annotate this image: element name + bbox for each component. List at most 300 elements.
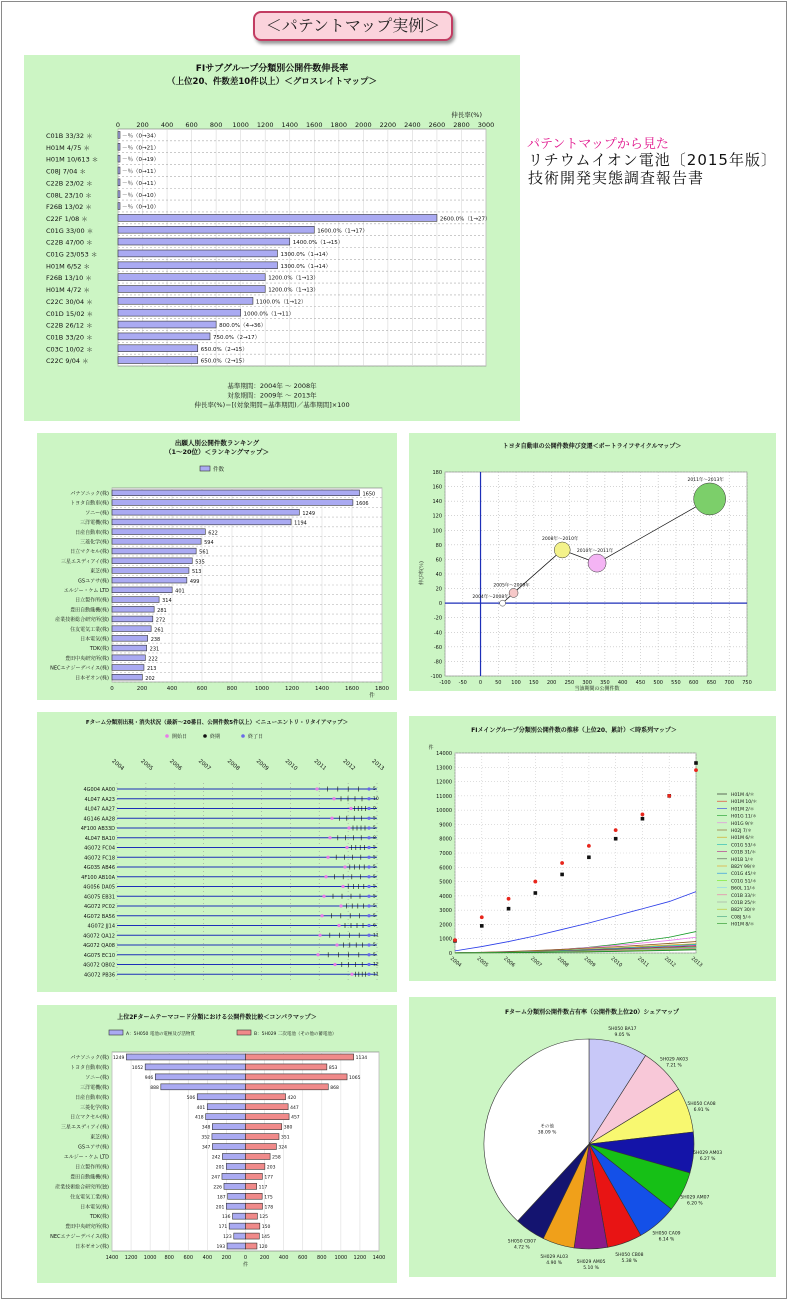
start-marker	[350, 973, 353, 976]
end-marker	[367, 787, 370, 790]
bubble	[500, 600, 506, 606]
category-label: GSユアサ(株)	[78, 1144, 109, 1151]
y-tick-label: 0	[448, 951, 452, 957]
x-axis-label: 当該期間の公開件数	[574, 686, 620, 691]
data-label: 272	[155, 617, 166, 624]
start-marker	[349, 807, 352, 810]
legend-label: H01M 6/＊	[731, 836, 755, 842]
category-label: C01G 23/053 ＊	[46, 250, 98, 259]
bar-b	[246, 1154, 271, 1160]
category-label: GSユアサ(株)	[78, 578, 109, 585]
x-tick-label: 450	[635, 680, 646, 686]
end-marker	[367, 895, 370, 898]
bar-a	[233, 1213, 246, 1219]
category-label: 日産自動車(株)	[75, 529, 109, 536]
legend-label: B60L 11/＊	[731, 886, 756, 892]
chart-title: 上位2Fタームテーマコード分類における公開件数比較＜コンパラマップ＞	[117, 1014, 317, 1021]
data-label: 261	[154, 627, 164, 634]
category-label: 4F100 AB33D	[80, 826, 115, 832]
data-label: －％（0→10）	[122, 192, 160, 199]
category-label: 日本電気(株)	[80, 636, 109, 643]
legend-label: B82Y 30/＊	[731, 908, 756, 914]
data-label: －％（0→10）	[122, 204, 160, 211]
x-tick-label: 2008	[555, 955, 570, 969]
start-marker	[320, 914, 323, 917]
data-label-a: 946	[144, 1075, 154, 1081]
x-tick-label: 1400	[281, 121, 299, 129]
legend-label: C08J 5/＊	[731, 915, 752, 921]
series-point	[587, 844, 591, 848]
x-tick-label: 200	[221, 1255, 232, 1261]
data-label: 499	[189, 578, 200, 585]
y-tick-label: 5000	[439, 879, 452, 886]
data-label-b: 175	[264, 1195, 273, 1201]
panel-growth-rate-map	[24, 55, 520, 421]
report-title-line2: 技術開発実態調査報告書	[528, 169, 705, 187]
legend-label: H01M 2/＊	[731, 807, 755, 813]
bar-b	[246, 1193, 263, 1199]
bar	[112, 519, 291, 525]
x-tick-label: -50	[458, 680, 467, 686]
data-label: 561	[199, 549, 209, 556]
data-label-a: 1052	[131, 1065, 144, 1071]
data-label-b: 178	[264, 1205, 274, 1211]
x-tick-label: 600	[183, 1255, 194, 1261]
category-label: C22C 30/04 ＊	[46, 297, 93, 306]
y-tick-label: 6000	[439, 865, 452, 872]
series-point	[453, 938, 457, 942]
end-marker	[367, 924, 370, 927]
share-chart	[409, 997, 776, 1277]
x-tick-label: 500	[653, 680, 663, 686]
x-tick-label: 2010	[283, 758, 299, 773]
bar-a	[161, 1084, 246, 1090]
x-tick-label: 2007	[197, 758, 212, 773]
bar	[112, 558, 192, 564]
series-point	[694, 768, 698, 772]
bubble-label: 2005年～2009年	[493, 583, 530, 589]
data-label-a: 201	[215, 1165, 225, 1171]
category-label: 4L047 BA10	[84, 835, 115, 842]
category-label: 4G075 EB31	[83, 894, 115, 901]
data-label: 1200.0%（1→13）	[268, 275, 319, 282]
category-label: 住友電気工業(株)	[70, 626, 109, 633]
y-tick-label: 8000	[439, 836, 452, 843]
data-label-b: 117	[258, 1185, 268, 1191]
data-label-b: 203	[266, 1165, 276, 1171]
chart-note: 基準期間：2004年 ～ 2008年	[227, 382, 317, 390]
category-label: 住友電気工業(株)	[70, 1194, 109, 1201]
start-marker	[315, 787, 318, 790]
x-tick-label: 2008	[225, 758, 241, 773]
x-tick-label: 2013	[689, 955, 704, 969]
x-tick-label: 400	[166, 686, 178, 692]
slice-value: 4.90 %	[546, 1260, 563, 1266]
end-marker	[367, 865, 370, 868]
legend-marker	[165, 734, 169, 738]
data-label: 1650	[362, 491, 376, 498]
data-label: 238	[150, 637, 161, 643]
category-label: 4G004 AA00	[83, 787, 115, 793]
y-tick-label: 20	[435, 586, 442, 593]
legend-label: H01G 9/＊	[731, 821, 754, 827]
category-label: H01M 4/75 ＊	[46, 143, 90, 152]
report-title	[528, 151, 777, 187]
start-marker	[328, 836, 331, 839]
bar	[118, 345, 198, 352]
data-label: 750.0%（2→17）	[213, 334, 261, 341]
bar	[118, 155, 120, 162]
bar-a	[197, 1094, 245, 1100]
x-tick-label: 650	[706, 680, 717, 686]
category-label: H01M 6/52 ＊	[46, 262, 90, 271]
x-tick-label: 400	[278, 1255, 289, 1261]
data-label-b: 351	[280, 1135, 290, 1141]
count-label: 5	[373, 816, 376, 822]
y-tick-label: 0	[438, 601, 442, 608]
series-point	[667, 794, 671, 798]
category-label: 三星エスディアイ(株)	[61, 558, 109, 565]
category-label: C22B 26/12 ＊	[46, 321, 93, 330]
data-label: 622	[208, 530, 218, 537]
count-label: 6	[373, 923, 376, 929]
bar	[118, 309, 241, 316]
bar-a	[227, 1243, 245, 1249]
x-tick-label: 2004	[448, 955, 463, 969]
portfolio-chart	[409, 433, 776, 691]
end-marker	[367, 904, 370, 907]
y-axis-label: 件	[428, 745, 434, 751]
legend-marker	[203, 734, 207, 738]
category-label: 三洋電機(株)	[80, 520, 109, 527]
series-point	[614, 828, 618, 832]
bar	[118, 321, 216, 328]
series-point	[587, 855, 591, 859]
data-label: 1600.0%（1→17）	[317, 228, 368, 235]
category-label: 日立マクセル(株)	[70, 1114, 109, 1121]
slice-value: 38.09 %	[537, 1130, 557, 1136]
y-tick-label: 10000	[436, 808, 452, 815]
slice-label: 5H029 AM03	[693, 1150, 723, 1156]
chart-title: Fターム分類別公開件数占有率（公開件数上位20）シェアマップ	[504, 1009, 680, 1016]
slice-value: 5.10 %	[583, 1265, 599, 1271]
end-marker	[367, 943, 370, 946]
start-marker	[347, 826, 350, 829]
x-tick-label: 2600	[428, 121, 446, 129]
x-tick-label: 2011	[636, 955, 650, 969]
bar-a	[222, 1154, 245, 1160]
count-label: 11	[373, 933, 379, 939]
x-tick-label: 350	[600, 680, 610, 686]
series-point	[641, 813, 645, 817]
bar	[118, 333, 210, 340]
bar	[118, 274, 265, 281]
x-tick-label: 750	[742, 680, 752, 686]
count-label: 8	[373, 835, 376, 841]
category-label: C01B 33/20 ＊	[46, 333, 93, 342]
data-label: 222	[148, 656, 158, 663]
category-label: TDK(株)	[89, 646, 109, 653]
category-label: パナソニック(株)	[70, 1055, 109, 1061]
bar-a	[207, 1104, 245, 1110]
bar-a	[212, 1144, 245, 1150]
bar-a	[212, 1134, 246, 1140]
data-label: 1000.0%（1→11）	[243, 311, 295, 318]
category-label: 4G146 AA28	[83, 816, 115, 823]
category-label: NECエナジーデバイス(株)	[50, 665, 109, 672]
count-label: 5	[373, 845, 376, 851]
bar	[118, 297, 253, 304]
timeseries-chart	[409, 716, 776, 981]
start-marker	[341, 885, 344, 888]
series-point	[560, 861, 564, 865]
end-marker	[367, 846, 370, 849]
x-tick-label: 600	[297, 1255, 308, 1261]
category-label: 4F100 AB10A	[81, 874, 115, 881]
bar	[112, 645, 147, 651]
x-tick-label: 2012	[663, 955, 677, 969]
slice-label: 5H050 CB08	[615, 1252, 644, 1258]
y-tick-label: -60	[433, 644, 442, 651]
category-label: 豊田中央研究所(株)	[65, 655, 109, 662]
x-tick-label: 200	[136, 686, 148, 692]
report-tagline: パテントマップから見た	[527, 137, 669, 152]
bar-b	[246, 1144, 277, 1150]
x-tick-label: 2013	[370, 758, 385, 773]
legend-label: H01B 1/＊	[731, 857, 754, 863]
x-tick-label: 2004	[110, 758, 125, 773]
bar	[112, 674, 142, 680]
x-tick-label: 800	[209, 121, 223, 129]
bar	[112, 509, 299, 515]
x-axis-label: 件	[369, 693, 375, 699]
end-marker	[367, 807, 370, 810]
chart-title: トヨタ自動車の公開件数伸び変遷＜ポートライフサイクルマップ＞	[502, 443, 682, 450]
end-marker	[367, 973, 370, 976]
bar-a	[229, 1223, 245, 1229]
comparison-chart	[37, 1005, 397, 1283]
y-tick-label: 100	[432, 528, 442, 535]
data-label: 1249	[302, 510, 316, 517]
bar-b	[246, 1134, 279, 1140]
bar	[112, 616, 153, 622]
slice-label: 5H029 AM07	[680, 1195, 710, 1201]
y-tick-label: 4000	[439, 893, 452, 900]
end-marker	[367, 836, 370, 839]
x-tick-label: 800	[164, 1255, 174, 1261]
count-label: 5	[373, 787, 376, 792]
chart-title: FIサブグループ分類別公開件数伸長率	[195, 64, 349, 74]
x-tick-label: 400	[202, 1255, 213, 1261]
bar-b	[246, 1064, 327, 1070]
count-label: 10	[373, 796, 379, 802]
x-tick-label: 1200	[256, 121, 274, 129]
x-tick-label: 1200	[124, 1255, 138, 1261]
slice-label: 5H029 AM05	[576, 1259, 606, 1265]
bar-b	[246, 1233, 260, 1239]
panel-share-map	[409, 997, 776, 1277]
series-point	[534, 891, 538, 895]
count-label: 5	[373, 943, 376, 948]
slice-value: 6.14 %	[658, 1237, 675, 1243]
category-label: 東芝(株)	[90, 568, 109, 575]
bar	[118, 214, 437, 221]
category-label: 三洋電機(株)	[80, 1084, 109, 1091]
bar	[112, 655, 145, 661]
slice-value: 7.21 %	[666, 1063, 682, 1069]
end-marker	[367, 797, 370, 800]
data-label-a: 136	[221, 1215, 231, 1221]
series-point	[480, 924, 484, 928]
x-axis-label: 伸長率(%)	[451, 111, 482, 119]
series-point	[480, 915, 484, 919]
series-point	[533, 880, 537, 884]
slice-label: 5H050 BA17	[608, 1026, 637, 1032]
data-label: 1300.0%（1→14）	[280, 263, 332, 270]
category-label: トヨタ自動車(株)	[70, 500, 109, 507]
category-label: F26B 13/02 ＊	[46, 203, 92, 212]
category-label: 4G072 QA12	[83, 933, 115, 940]
category-label: 日本電気(株)	[80, 1204, 109, 1211]
category-label: エルジー・ケム LTD	[63, 588, 109, 594]
count-label: 5	[373, 913, 376, 919]
category-label: 4G072 BA56	[83, 913, 115, 920]
category-label: 産業技術総合研究所(独)	[55, 617, 109, 624]
data-label: 2600.0%（1→27）	[439, 216, 491, 223]
slice-label: 5H050 CB07	[507, 1239, 536, 1245]
legend-swatch-a	[109, 1030, 123, 1035]
panel-comparison-map	[37, 1005, 397, 1283]
category-label: C01G 33/00 ＊	[46, 226, 94, 235]
data-label: －％（0→11）	[122, 169, 160, 176]
y-tick-label: -20	[433, 615, 442, 622]
data-label: 1200.0%（1→13）	[268, 287, 319, 294]
category-label: C22B 23/02 ＊	[46, 179, 93, 188]
y-tick-label: 3000	[439, 908, 452, 915]
data-label-b: 125	[259, 1215, 269, 1221]
category-label: 4G072 FC04	[84, 845, 115, 852]
slice-value: 6.20 %	[686, 1201, 703, 1207]
category-label: 日立製作所(株)	[75, 597, 109, 604]
data-label-a: 193	[216, 1245, 226, 1251]
legend-label: 件数	[213, 467, 225, 473]
report-title-line1: リチウムイオン電池〔2015年版〕	[528, 151, 777, 169]
category-label: 三星エスディアイ(株)	[61, 1124, 109, 1131]
y-tick-label: 12000	[436, 779, 452, 786]
category-label: 豊田自動織機(株)	[70, 607, 109, 614]
y-tick-label: 60	[435, 557, 442, 564]
bar	[112, 606, 154, 612]
y-tick-label: 40	[435, 572, 442, 578]
x-tick-label: 400	[617, 680, 628, 686]
x-tick-label: 550	[671, 680, 681, 686]
count-label: 5	[373, 865, 376, 870]
x-tick-label: 0	[115, 121, 121, 129]
data-label: －％（0→34）	[122, 133, 160, 140]
legend-label: B82Y 99/＊	[731, 865, 756, 870]
x-tick-label: 2010	[609, 955, 624, 969]
data-label-a: 247	[211, 1175, 220, 1181]
category-label: 4G072 PB36	[84, 972, 115, 979]
bar	[112, 500, 353, 506]
data-label: －％（0→19）	[122, 157, 160, 164]
start-marker	[337, 924, 340, 927]
data-label: 1100.0%（1→12）	[255, 299, 307, 306]
bubble-label: 2010年～2011年	[576, 549, 614, 555]
start-marker	[318, 934, 321, 937]
data-label-a: 201	[215, 1205, 225, 1211]
category-label: 4G072 FC18	[84, 855, 115, 862]
category-label: 日立製作所(株)	[75, 1164, 109, 1171]
bar	[112, 529, 205, 535]
bar	[118, 357, 198, 364]
x-tick-label: 600	[688, 680, 699, 686]
end-marker	[367, 826, 370, 829]
bar	[118, 132, 120, 139]
category-label: C01B 33/32 ＊	[46, 132, 93, 140]
x-tick-label: 1400	[105, 1255, 119, 1261]
y-tick-label: 14000	[436, 751, 452, 757]
legend-label: H01M 10/＊	[731, 800, 758, 806]
category-label: C22B 47/00 ＊	[46, 238, 93, 247]
data-label: －％（0→11）	[122, 180, 160, 187]
category-label: 4G072 QB02	[83, 962, 115, 969]
data-label-b: 380	[283, 1125, 293, 1131]
start-marker	[316, 953, 319, 956]
bar-b	[246, 1084, 329, 1090]
data-label-b: 324	[278, 1145, 287, 1151]
bar	[118, 286, 265, 293]
bar-b	[246, 1243, 257, 1249]
category-label: 日産自動車(株)	[75, 1094, 109, 1101]
category-label: C22F 1/08 ＊	[46, 214, 88, 223]
x-tick-label: -100	[439, 680, 451, 686]
data-label-a: 352	[201, 1135, 210, 1141]
data-label: 535	[195, 559, 205, 566]
x-tick-label: 0	[478, 680, 483, 686]
x-tick-label: 200	[546, 680, 557, 686]
bar	[118, 262, 277, 269]
end-marker	[367, 914, 370, 917]
chart-note: 伸長率(%)＝[(対象期間−基準期間)／基準期間]×100	[194, 401, 350, 409]
bar-b	[246, 1054, 354, 1060]
chart-subtitle: （1～20位）＜ランキングマップ＞	[164, 448, 270, 456]
category-label: 豊田中央研究所(株)	[65, 1224, 109, 1231]
bar-a	[206, 1114, 246, 1120]
category-label: TDK(株)	[89, 1214, 109, 1221]
x-tick-label: 1800	[330, 121, 348, 129]
panel-entry-retire-map	[37, 712, 397, 992]
x-tick-label: 2005	[475, 955, 490, 969]
data-label-b: 258	[272, 1155, 281, 1161]
data-label: 594	[204, 540, 214, 546]
end-marker	[367, 953, 370, 956]
chart-title: 出願人別公開件数ランキング	[174, 439, 260, 447]
legend-label: 終期	[210, 734, 221, 740]
category-label: 日立マクセル(株)	[70, 549, 109, 556]
y-tick-label: 160	[432, 484, 442, 491]
x-tick-label: 2009	[254, 758, 270, 773]
bar	[112, 577, 187, 583]
bar-b	[246, 1094, 286, 1100]
x-tick-label: 2400	[404, 121, 421, 129]
data-label: 650.0%（2→15）	[200, 346, 248, 353]
legend-label: B：5H029 二次電池（その他の蓄電池）	[254, 1032, 337, 1037]
x-tick-label: 1600	[305, 121, 323, 129]
data-label-b: 120	[258, 1245, 268, 1251]
data-label: 1194	[294, 520, 307, 527]
series-point	[507, 907, 511, 911]
